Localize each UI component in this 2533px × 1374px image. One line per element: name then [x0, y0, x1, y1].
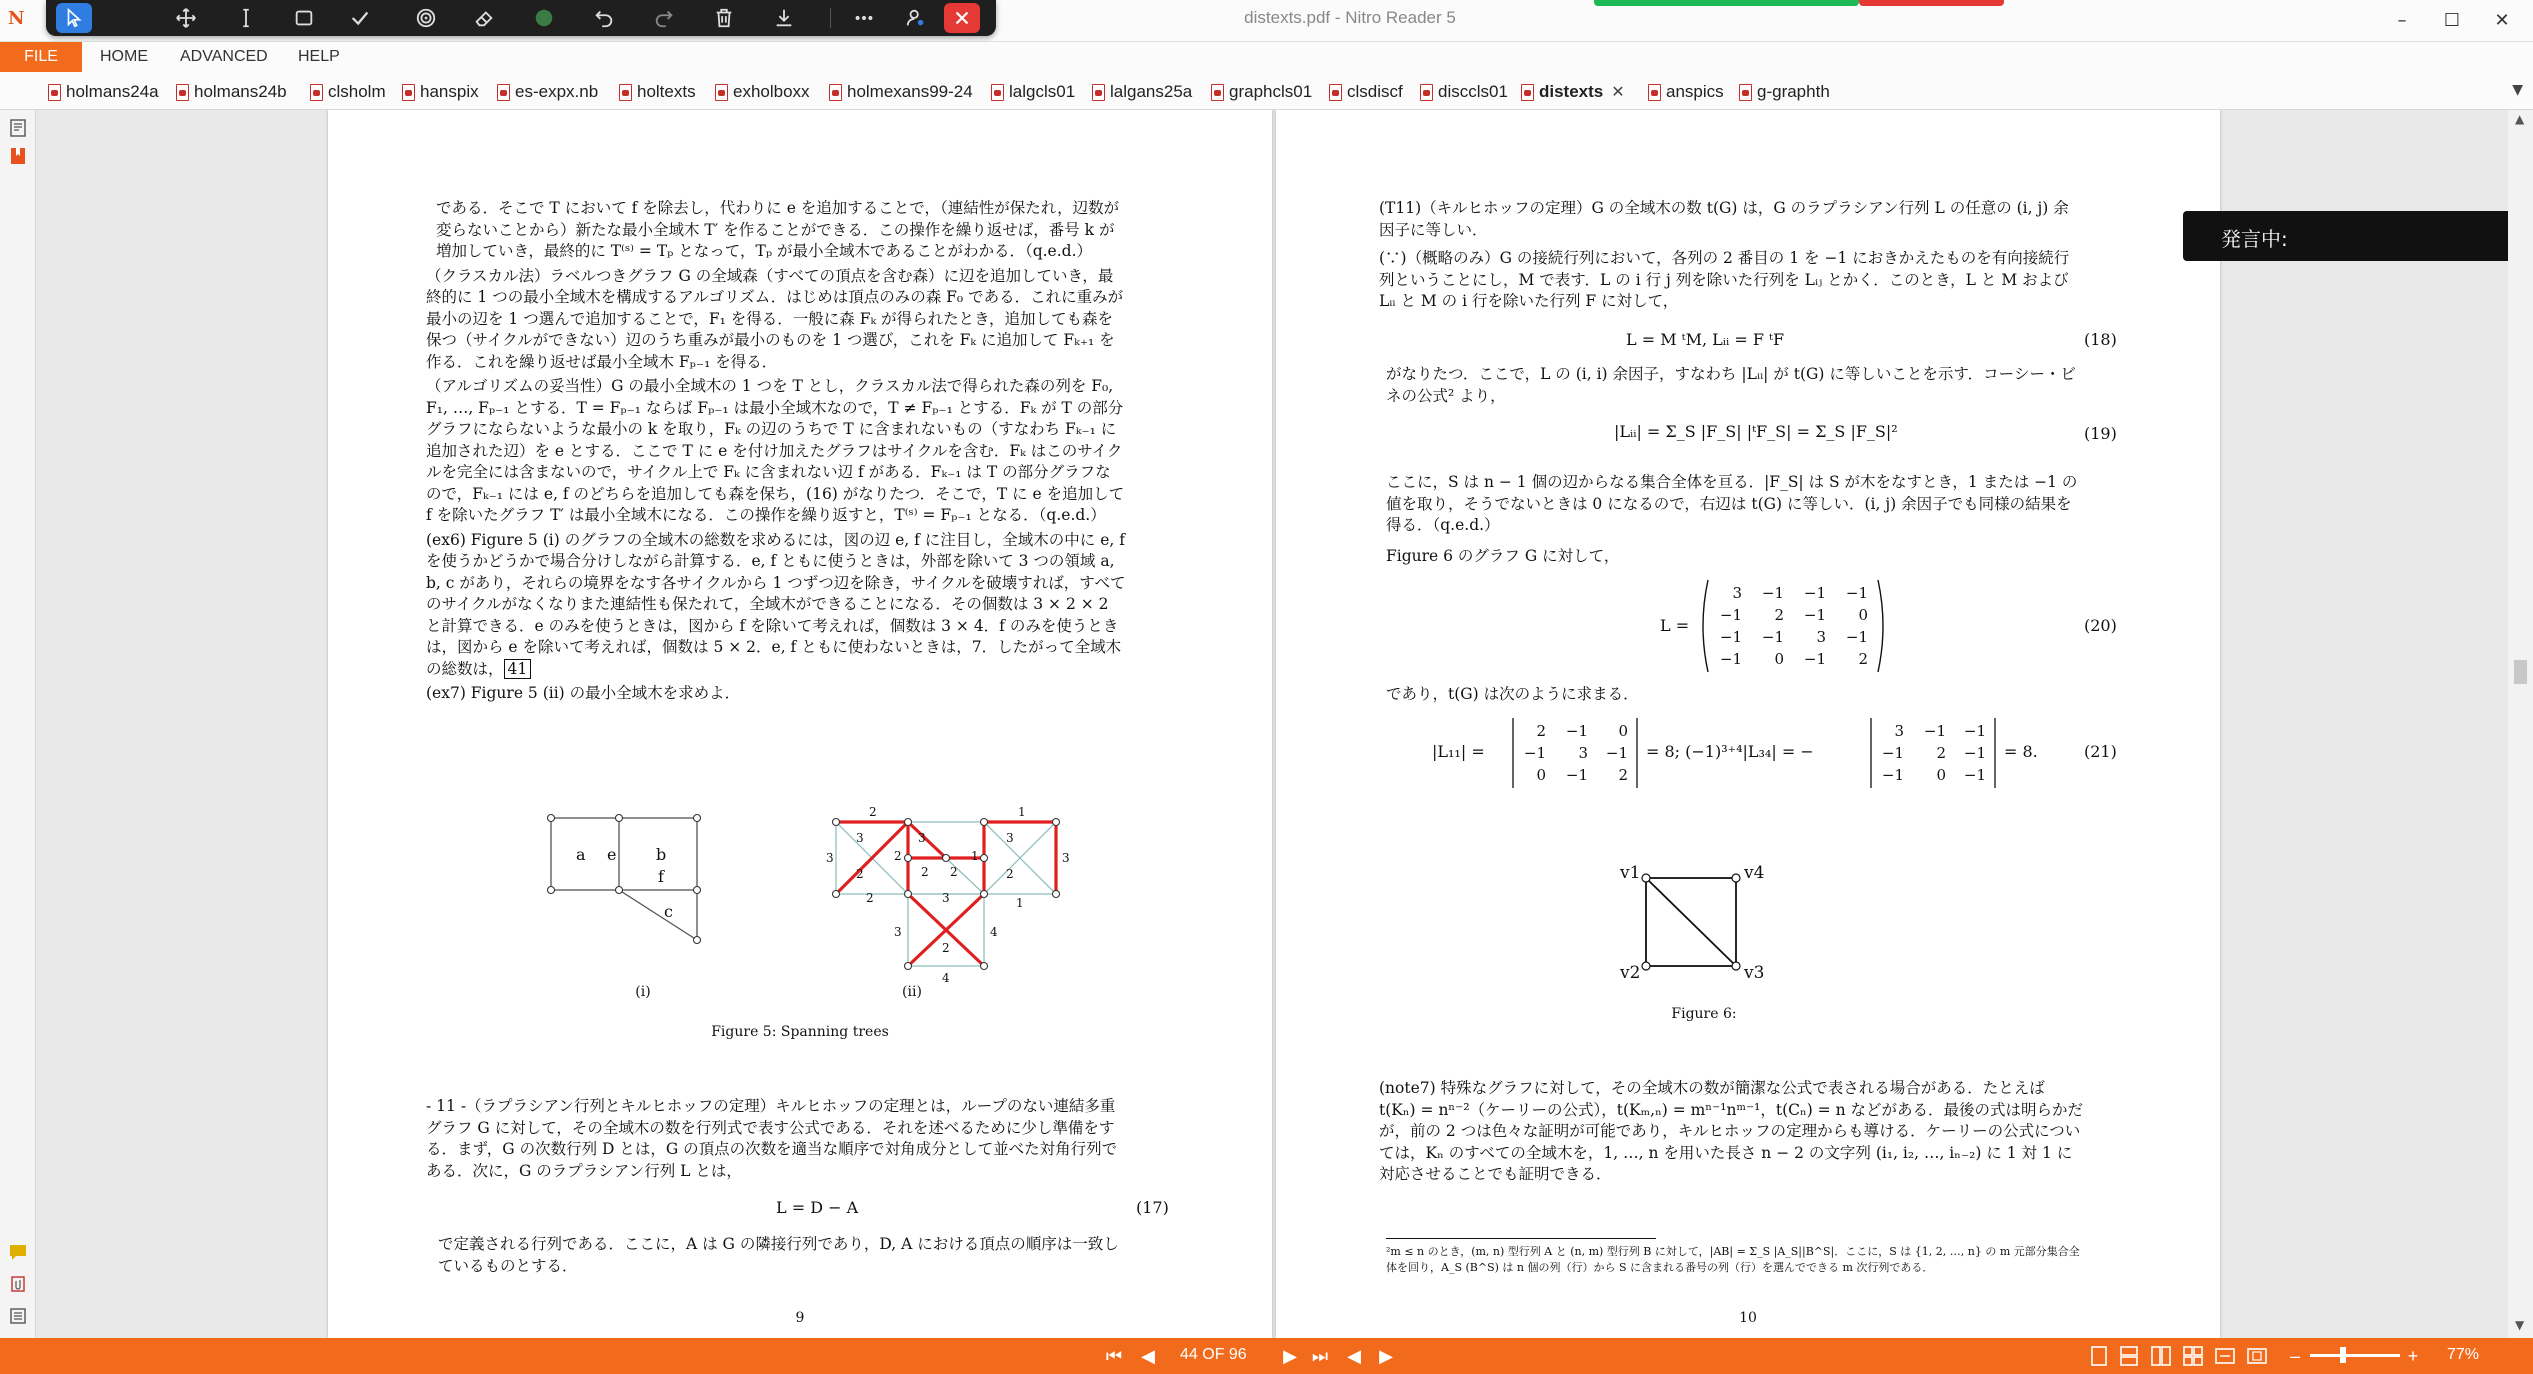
attachments-panel-icon[interactable]	[8, 1274, 28, 1294]
color-picker-button[interactable]	[526, 3, 562, 33]
next-view-icon[interactable]: ▶	[1379, 1345, 1393, 1366]
region-label-b: b	[656, 845, 667, 864]
single-page-icon	[2090, 1346, 2108, 1366]
tab-holmans24a[interactable]	[48, 80, 159, 104]
page-number-9: 9	[795, 1310, 805, 1326]
continuous-view-icon[interactable]	[2116, 1344, 2142, 1368]
weight-label: 2	[1006, 867, 1014, 881]
weight-label: 3	[1062, 851, 1070, 865]
matrix-cell: −1	[1605, 744, 1628, 762]
matrix-cell: −1	[1523, 744, 1546, 762]
weight-label: 3	[894, 925, 902, 939]
progress-red-indicator	[1859, 0, 2004, 6]
matrix-cell: 0	[1774, 650, 1784, 668]
trash-icon	[713, 7, 735, 29]
maximize-button[interactable]: ☐	[2443, 9, 2461, 31]
weight-label: 2	[894, 849, 902, 863]
weight-label: 2	[950, 865, 958, 879]
close-window-button[interactable]: ✕	[2494, 9, 2510, 31]
move-icon	[175, 7, 197, 29]
toolbar-separator	[830, 8, 831, 28]
pdf-file-icon	[1329, 84, 1342, 101]
matrix-L	[1698, 578, 1888, 674]
user-gear-icon	[905, 7, 927, 29]
figure-5-caption: Figure 5: Spanning trees	[711, 1024, 889, 1040]
tab-label: clsholm	[328, 82, 386, 101]
paragraph-ex7: (ex7) Figure 5 (ii) の最小全域木を求めよ．	[426, 684, 741, 702]
bookmarks-panel-icon[interactable]	[8, 146, 28, 166]
previous-view-icon[interactable]: ◀	[1347, 1345, 1361, 1366]
figure-5-graph-ii	[826, 802, 1086, 1002]
text-select-tool-button[interactable]	[228, 3, 264, 33]
equation-21-number: (21)	[2084, 742, 2117, 761]
checkmark-icon	[349, 7, 371, 29]
paragraph-cauchy-binet: がなりたつ．ここで，L の (i, i) 余因子，すなわち |Lᵢᵢ| が t(G) に等しいことを示す．コーシー・ビネの公式² より，	[1386, 365, 2076, 405]
tab-clsholm[interactable]	[310, 80, 386, 104]
fit-width-icon[interactable]	[2212, 1344, 2238, 1368]
close-tab-icon[interactable]: ✕	[1611, 84, 1625, 101]
zoom-slider-thumb[interactable]	[2340, 1347, 2346, 1363]
equation-21-end: = 8.	[2004, 742, 2038, 761]
nitro-logo-icon: N	[8, 8, 25, 29]
matrix-cell: −1	[1881, 744, 1904, 762]
weight-label: 4	[942, 971, 950, 985]
weight-label: 3	[942, 891, 950, 905]
matrix-cell: 2	[1858, 650, 1868, 668]
pdf-file-icon	[1092, 84, 1105, 101]
matrix-cell: 0	[1858, 606, 1868, 624]
tab-anspics[interactable]	[1648, 80, 1724, 104]
page-indicator[interactable]: 44 OF 96	[1180, 1346, 1247, 1363]
vertical-scrollbar[interactable]	[2508, 110, 2533, 1338]
menu-bar	[0, 42, 2533, 72]
zoom-level[interactable]: 77%	[2447, 1346, 2480, 1363]
more-options-button[interactable]	[846, 3, 882, 33]
weight-label: 3	[826, 851, 834, 865]
grid-pages-icon	[2183, 1346, 2203, 1366]
paragraph-laplacian: - 11 -（ラプラシアン行列とキルヒホッフの定理）キルヒホッフの定理とは，ループのない連結多重グラフ G に対して，その全域木の数を行列式で表す公式である．それを述べるために少し準備をする．まず，G の次数行列 D とは，G の頂点の次数を適当な順序で対角成分として並べた対角行列である．次に，G のラプラシアン行列 L とは，	[426, 1097, 1118, 1180]
cursor-arrow-icon	[63, 7, 85, 29]
tab-exholboxx[interactable]	[715, 80, 810, 104]
fit-page-icon[interactable]	[2244, 1344, 2270, 1368]
pdf-file-icon	[991, 84, 1004, 101]
vertex-label-v1: v1	[1620, 863, 1641, 883]
rectangle-tool-button[interactable]	[286, 3, 322, 33]
color-dot-icon	[533, 7, 555, 29]
scrollbar-thumb[interactable]	[2514, 660, 2527, 684]
check-tool-button[interactable]	[342, 3, 378, 33]
tab-label: holmans24b	[194, 82, 287, 101]
edge-label-e: e	[607, 845, 617, 864]
next-page-icon[interactable]: ▶	[1283, 1345, 1297, 1366]
menu-home[interactable]: HOME	[100, 48, 148, 65]
matrix-cell: 3	[1578, 744, 1588, 762]
figure-6-graph	[1614, 862, 1784, 982]
matrix-L34	[1868, 716, 1998, 790]
paragraph-note7: (note7) 特殊なグラフに対して，その全域木の数が簡潔な公式で表される場合がある．たとえば t(Kₙ) = nⁿ⁻²（ケーリーの公式），t(Kₘ,ₙ) = mⁿ⁻¹nᵐ⁻¹，t(Cₙ) = n などがある．最後の式は明らかだが，前の 2 つは色々な証明が可能であり，キルヒホッフの定理からも導ける．ケーリーの公式については，Kₙ のすべての全域木を，1, …, n を用いた長さ n − 2 の文字列 (i₁, i₂, …, iₙ₋₂) に 1 対 1 に対応させることでも証明できる．	[1379, 1079, 2083, 1183]
matrix-cell: −1	[1719, 606, 1742, 624]
weight-label: 2	[866, 891, 874, 905]
rectangle-icon	[293, 7, 315, 29]
matrix-cell: −1	[1761, 584, 1784, 602]
pdf-file-icon	[310, 84, 323, 101]
region-label-a: a	[576, 845, 586, 864]
tab-label: lalgans25a	[1110, 82, 1193, 101]
tab-lalgcls01[interactable]	[991, 80, 1075, 104]
zoom-in-button[interactable]: +	[2407, 1345, 2419, 1366]
matrix-L11	[1510, 716, 1640, 790]
pdf-file-icon	[829, 84, 842, 101]
paragraph-tg-compute: であり，t(G) は次のように求まる．	[1386, 685, 1639, 703]
equation-19: |Lᵢᵢ| = Σ_S |F_S| |ᵗF_S| = Σ_S |F_S|²	[1614, 422, 1898, 441]
undo-button[interactable]	[586, 3, 622, 33]
redo-button[interactable]	[646, 3, 682, 33]
pdf-file-icon	[1420, 84, 1433, 101]
facing-pages-icon	[2151, 1346, 2171, 1366]
equation-20-lhs: L =	[1660, 616, 1690, 635]
weight-label: 2	[869, 805, 877, 819]
document-viewer[interactable]	[36, 110, 2508, 1338]
eraser-icon	[473, 7, 495, 29]
pdf-file-icon	[1648, 84, 1661, 101]
footnote-rule	[1386, 1238, 1656, 1239]
weight-label: 3	[1006, 831, 1014, 845]
matrix-cell: −1	[1881, 766, 1904, 784]
tab-holmexans99-24[interactable]	[829, 80, 973, 104]
paragraph-prim-proof-end: である．そこで T において f を除去し，代わりに e を追加することで，（連結性が保たれ，辺数が変らないことから）新たな最小全域木 T′ を作ることができる．この操作を繰り返せば，番号 k が増加していき，最終的に T⁽ˢ⁾ = Tₚ となって，Tₚ が最小全域木であることがわかる．（q.e.d.）	[436, 199, 1120, 260]
paragraph-proof-sketch: (∵)（概略のみ）G の接続行列において，各列の 2 番目の 1 を −1 におきかえたものを有向接続行列ということにし，M で表す．L の i 行 j 列を除いた行列を Lᵢⱼ とかく．このとき，L と M および Lᵢᵢ と M の i 行を除いた行列 F に対して，	[1379, 249, 2070, 310]
menu-help[interactable]: HELP	[298, 48, 340, 65]
pages-panel-icon[interactable]	[8, 118, 28, 138]
tab-label: hanspix	[420, 82, 479, 101]
more-dots-icon	[853, 7, 875, 29]
tab-graphcls01[interactable]	[1211, 80, 1312, 104]
matrix-cell: 3	[1816, 628, 1826, 646]
weight-label: 1	[1018, 805, 1026, 819]
tab-label: holmexans99-24	[847, 82, 973, 101]
figure-5-label-ii: (ii)	[902, 984, 922, 1000]
weight-label: 1	[1016, 896, 1024, 910]
matrix-cell: −1	[1963, 722, 1986, 740]
paragraph-figure6-intro: Figure 6 のグラフ G に対して，	[1386, 547, 1620, 565]
scroll-down-icon[interactable]: ▼	[2515, 1318, 2525, 1332]
stamp-tool-button[interactable]	[408, 3, 444, 33]
weight-label: 3	[918, 831, 926, 845]
layers-panel-icon[interactable]	[8, 1306, 28, 1326]
download-icon	[773, 7, 795, 29]
matrix-cell: 0	[1936, 766, 1946, 784]
region-label-c: c	[664, 902, 673, 921]
weight-label: 3	[856, 831, 864, 845]
fit-width-page-icon	[2215, 1346, 2235, 1366]
equation-19-number: (19)	[2084, 424, 2117, 443]
close-toolbar-button[interactable]	[944, 3, 980, 33]
matrix-cell: −1	[1803, 606, 1826, 624]
matrix-cell: 2	[1774, 606, 1784, 624]
tab-label: holmans24a	[66, 82, 159, 101]
ex6-text: (ex6) Figure 5 (i) のグラフの全域木の総数を求めるには，図の辺 e, f に注目し，全域木の中に e, f を使うかどうかで場合分けしながら計算する．e, f ともに使うときは，外部を除いて 3 つの領域 a, b, c があり，それらの境界をなす各サイクルから 1 つずつ辺を除き，サイクルを破壊すれば，すべてのサイクルがなくなりまた連結性も保たれて，全域木ができることになる．その個数は 3 × 2 × 2 と計算できる．e のみを使うときは，図から f を除いて考えれば，個数は 3 × 4．f のみを使うときは，図から e を除いて考えれば，個数は 5 × 2．e, f ともに使わないときは，7．したがって全域木の総数は，	[426, 530, 1126, 678]
matrix-cell: −1	[1565, 766, 1588, 784]
matrix-cell: −1	[1565, 722, 1588, 740]
matrix-cell: −1	[1761, 628, 1784, 646]
pdf-file-icon	[176, 84, 189, 101]
single-page-view-icon[interactable]	[2086, 1344, 2112, 1368]
last-page-icon[interactable]: ⏭	[1311, 1345, 1329, 1366]
tab-lalgans25a[interactable]	[1092, 80, 1192, 104]
matrix-cell: −1	[1845, 628, 1868, 646]
paragraph-t11: (T11)（キルヒホッフの定理）G の全域木の数 t(G) は，G のラプラシアン行列 L の任意の (i, j) 余因子に等しい．	[1379, 199, 2069, 239]
tab-es-expx[interactable]	[497, 80, 598, 104]
footnote-cauchy-binet: ²m ≤ n のとき，(m, n) 型行列 A と (n, m) 型行列 B に対して，|AB| = Σ_S |A_S||B^S|．ここに，S は {1, 2, …, n} の m 元部分集合全体を回り，A_S (B^S) は n 個の列（行）から S に含まれる番号の列（行）を選んでできる m 次行列である．	[1386, 1245, 2080, 1274]
pdf-file-icon	[715, 84, 728, 101]
pan-tool-button[interactable]	[168, 3, 204, 33]
matrix-cell: −1	[1963, 744, 1986, 762]
edge-label-f: f	[658, 867, 664, 886]
continuous-page-icon	[2119, 1346, 2139, 1366]
pdf-file-icon	[402, 84, 415, 101]
comments-panel-icon[interactable]	[8, 1242, 28, 1262]
target-icon	[415, 7, 437, 29]
tab-label: graphcls01	[1229, 82, 1313, 101]
page-number-10: 10	[1739, 1310, 1757, 1326]
menu-advanced[interactable]: ADVANCED	[180, 48, 268, 65]
facing-view-icon[interactable]	[2148, 1344, 2174, 1368]
tab-g-graphth[interactable]	[1739, 80, 1830, 104]
matrix-cell: 0	[1618, 722, 1628, 740]
equation-20-number: (20)	[2084, 616, 2117, 635]
tab-distexts[interactable]	[1521, 80, 1625, 104]
delete-button[interactable]	[706, 3, 742, 33]
first-page-icon[interactable]: ⏮	[1105, 1345, 1123, 1366]
equation-21-mid: = 8; (−1)³⁺⁴|L₃₄| = −	[1646, 742, 1814, 761]
previous-page-icon[interactable]: ◀	[1141, 1345, 1155, 1366]
minimize-button[interactable]: –	[2397, 9, 2407, 31]
tab-holtexts[interactable]	[619, 80, 696, 104]
matrix-cell: 2	[1618, 766, 1628, 784]
tab-clsdiscf[interactable]	[1329, 80, 1403, 104]
tab-label: lalgcls01	[1009, 82, 1076, 101]
redo-icon	[653, 7, 675, 29]
pdf-file-icon	[1739, 84, 1752, 101]
select-tool-button[interactable]	[56, 3, 92, 33]
left-page-text-top	[426, 198, 1126, 708]
window-title: distexts.pdf - Nitro Reader 5	[1244, 8, 1456, 27]
equation-17-number: (17)	[1136, 1198, 1169, 1217]
matrix-cell: 2	[1536, 722, 1546, 740]
pdf-file-icon	[1211, 84, 1224, 101]
pdf-file-icon	[48, 84, 61, 101]
matrix-cell: −1	[1803, 584, 1826, 602]
tab-label: g-graphth	[1757, 82, 1830, 101]
close-icon	[951, 7, 973, 29]
annotation-toolbar	[46, 0, 996, 36]
paragraph-ex6	[426, 530, 1126, 681]
matrix-cell: −1	[1719, 650, 1742, 668]
matrix-cell: −1	[1845, 584, 1868, 602]
weight-label: 2	[856, 867, 864, 881]
tab-hanspix[interactable]	[402, 80, 479, 104]
tab-disccls01[interactable]	[1420, 80, 1508, 104]
equation-21-lhs1: |L₁₁| =	[1432, 742, 1485, 761]
vertex-label-v3: v3	[1744, 963, 1765, 982]
matrix-cell: −1	[1963, 766, 1986, 784]
matrix-cell: 3	[1732, 584, 1742, 602]
pdf-file-icon	[1521, 84, 1534, 101]
weight-label: 2	[921, 865, 929, 879]
equation-18-number: (18)	[2084, 330, 2117, 349]
pdf-page-10	[1276, 110, 2220, 1338]
facing-continuous-view-icon[interactable]	[2180, 1344, 2206, 1368]
matrix-cell: 0	[1536, 766, 1546, 784]
tab-label: disccls01	[1438, 82, 1508, 101]
tab-label: exholboxx	[733, 82, 810, 101]
paragraph-kruskal: （クラスカル法）ラベルつきグラフ G の全域森（すべての頂点を含む森）に辺を追加していき，最終的に 1 つの最小全域木を構成するアルゴリズム．はじめは頂点のみの森 F₀ である．これに重みが最小の辺を 1 つ選んで追加することで，F₁ を得る．一般に森 Fₖ が得られたとき，追加しても森を保つ（サイクルができない）辺のうち重みが最小のものを 1 つ選び，これを Fₖ に追加して Fₖ₊₁ を作る．これを繰り返せば最小全域木 Fₚ₋₁ を得る．	[426, 266, 1124, 371]
paragraph-kruskal-validity: （アルゴリズムの妥当性）G の最小全域木の 1 つを T とし，クラスカル法で得られた森の列を F₀, F₁, …, Fₚ₋₁ とする．T = Fₚ₋₁ ならば Fₚ₋₁ は最小全域木なので，T ≠ Fₚ₋₁ とする．Fₖ が T の部分グラフにならないような最小の k を取り，Fₖ の辺のうちで T に含まれないもの（すなわち Fₖ₋₁ に追加された辺）を e とする．ここで T に e を付け加えたグラフはサイクルを含む．Fₖ はこのサイクルを完全には含まないので，サイクル上で Fₖ に含まれない辺 f がある．Fₖ₋₁ は T の部分グラフなので，Fₖ₋₁ には e, f のどちらを追加しても森を保ち，(16) がなりたつ．そこで，T に e を追加して f を除いたグラフ T′ は最小全域木になる．この操作を繰り返すと，T⁽ˢ⁾ = Fₚ₋₁ となる．（q.e.d.）	[426, 377, 1125, 524]
weight-label: 2	[942, 941, 950, 955]
pdf-page-9	[328, 110, 1272, 1338]
equation-18: L = M ᵗM, Lᵢᵢ = F ᵗF	[1626, 330, 1785, 349]
left-side-panel	[0, 110, 36, 1338]
tab-label: distexts	[1539, 82, 1604, 101]
text-cursor-icon	[235, 7, 257, 29]
status-bar	[0, 1338, 2533, 1374]
matrix-cell: 2	[1936, 744, 1946, 762]
figure-6-caption: Figure 6:	[1671, 1006, 1737, 1022]
vertex-label-v2: v2	[1620, 963, 1641, 982]
figure-5-label-i: (i)	[635, 984, 651, 1000]
tab-holmans24b[interactable]	[176, 80, 287, 104]
document-tabs	[0, 72, 2533, 110]
user-settings-button[interactable]	[898, 3, 934, 33]
equation-17: L = D − A	[776, 1198, 859, 1217]
fit-page-view-icon	[2247, 1346, 2267, 1366]
tab-label: holtexts	[637, 82, 696, 101]
weight-label: 4	[990, 925, 998, 939]
weight-label: 1	[971, 849, 979, 863]
zoom-out-button[interactable]: –	[2289, 1345, 2300, 1366]
scroll-up-icon[interactable]: ▲	[2515, 112, 2525, 126]
matrix-cell: 3	[1894, 722, 1904, 740]
tab-label: es-expx.nb	[515, 82, 599, 101]
tab-overflow-icon[interactable]: ▼	[2512, 82, 2523, 98]
figure-5-graph-i	[546, 810, 726, 960]
pdf-file-icon	[497, 84, 510, 101]
undo-icon	[593, 7, 615, 29]
tab-label: anspics	[1666, 82, 1724, 101]
download-button[interactable]	[766, 3, 802, 33]
matrix-cell: −1	[1923, 722, 1946, 740]
matrix-cell: −1	[1803, 650, 1826, 668]
tab-label: clsdiscf	[1347, 82, 1403, 101]
progress-green-indicator	[1594, 0, 1859, 6]
pdf-file-icon	[619, 84, 632, 101]
matrix-cell: −1	[1719, 628, 1742, 646]
vertex-label-v4: v4	[1744, 863, 1765, 883]
file-menu[interactable]: FILE	[0, 42, 82, 72]
speaking-indicator: 発言中:	[2183, 211, 2523, 261]
eraser-tool-button[interactable]	[466, 3, 502, 33]
paragraph-laplacian-def: で定義される行列である．ここに，A は G の隣接行列であり，D, A における頂点の順序は一致しているものとする．	[438, 1235, 1119, 1275]
zoom-slider[interactable]	[2310, 1354, 2400, 1357]
ex6-answer-box: 41	[504, 659, 532, 679]
paragraph-sum-explanation: ここに，S は n − 1 個の辺からなる集合全体を亘る．|F_S| は S が木をなすとき，1 または −1 の値を取り，そうでないときは 0 になるので，右辺は t(G) に等しい．(i, j) 余因子でも同様の結果を得る．（q.e.d.）	[1386, 473, 2078, 534]
